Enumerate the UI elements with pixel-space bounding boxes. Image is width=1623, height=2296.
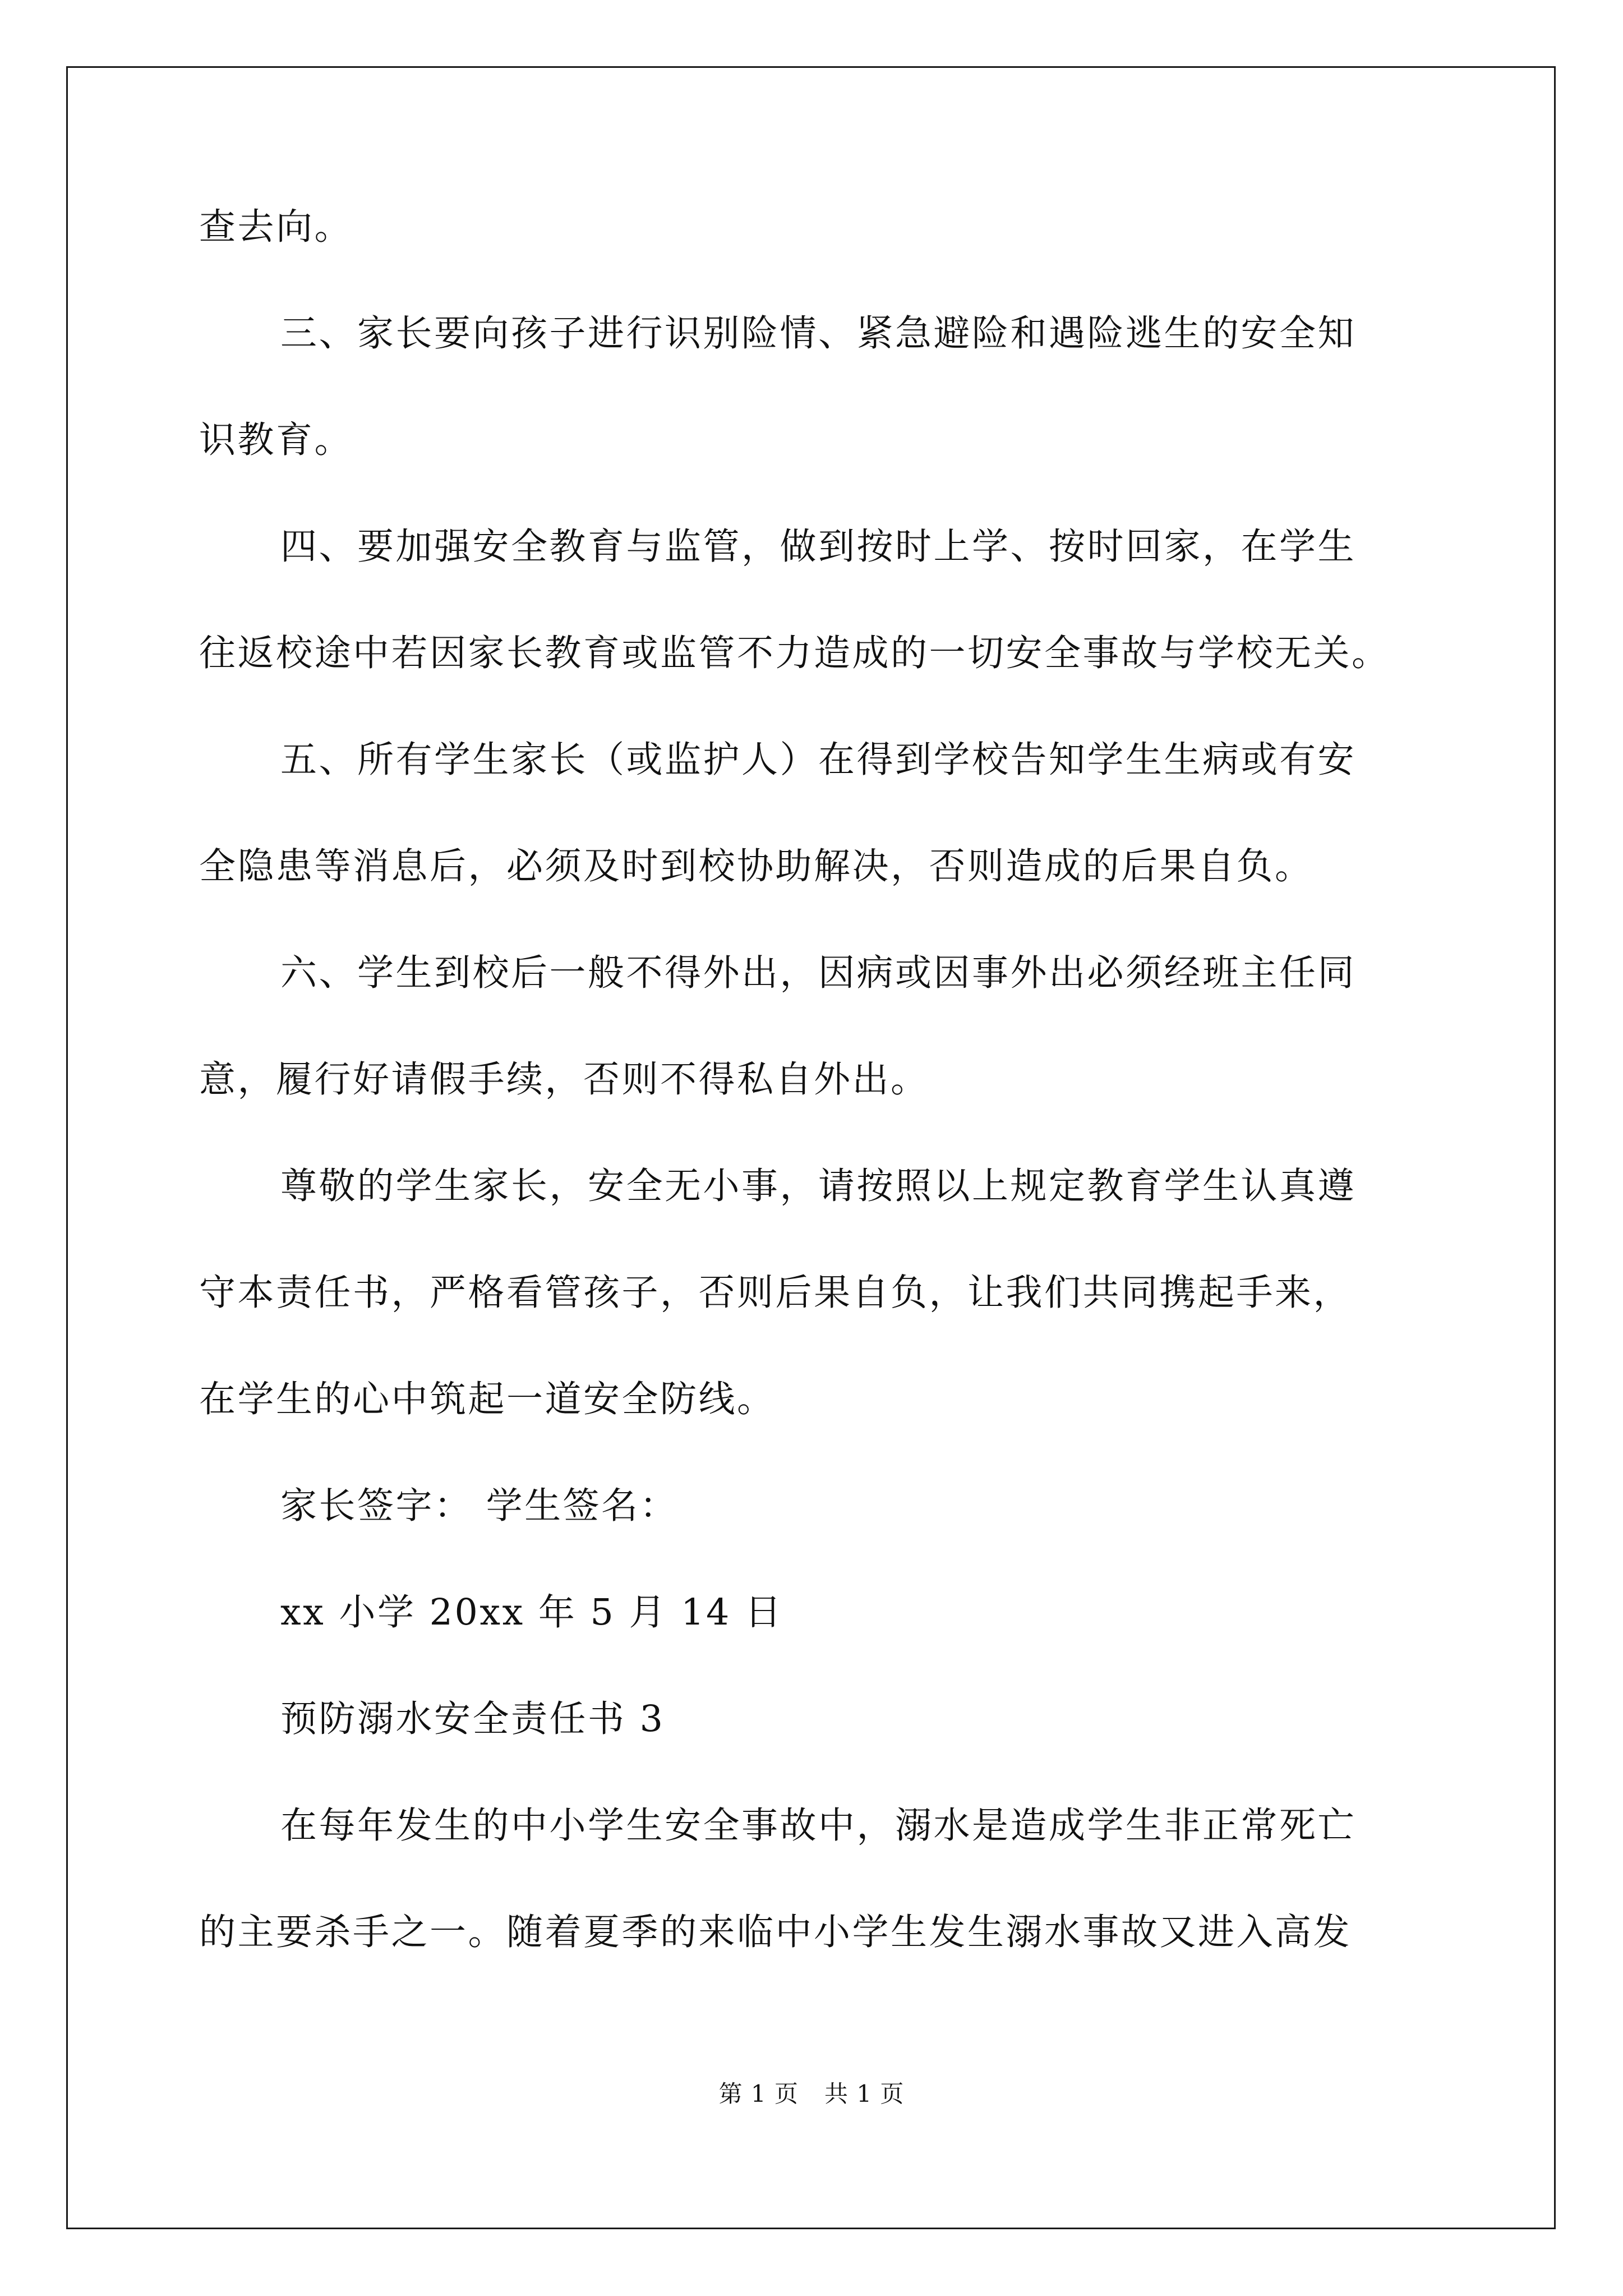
text-line-2: 三、家长要向孩子进行识别险情、紧急避险和遇险逃生的安全知 [280,312,1357,355]
text-line-5: 往返校途中若因家长教育或监管不力造成的一切安全事故与学校无关。 [199,632,1390,674]
page-total: 共 1 页 [824,2080,905,2108]
text-line-4: 四、要加强安全教育与监管，做到按时上学、按时回家，在学生 [280,526,1357,568]
text-line-3: 识教育。 [199,419,353,461]
text-line-10: 尊敬的学生家长，安全无小事，请按照以上规定教育学生认真遵 [280,1165,1357,1207]
text-line-7: 全隐患等消息后，必须及时到校协助解决，否则造成的后果自负。 [199,845,1313,887]
text-line-11: 守本责任书，严格看管孩子，否则后果自负，让我们共同携起手来， [199,1272,1352,1314]
text-line-16: 在每年发生的中小学生安全事故中，溺水是造成学生非正常死亡 [280,1805,1357,1847]
section-heading: 预防溺水安全责任书 3 [280,1698,665,1740]
page-footer [0,2080,1623,2108]
text-line-17: 的主要杀手之一。随着夏季的来临中小学生发生溺水事故又进入高发 [199,1911,1352,1953]
page-border [66,66,1556,2229]
text-line-8: 六、学生到校后一般不得外出，因病或因事外出必须经班主任同 [280,952,1357,994]
signature-line: 家长签字： 学生签名： [280,1485,679,1527]
text-line-6: 五、所有学生家长（或监护人）在得到学校告知学生生病或有安 [280,739,1357,781]
text-line-12: 在学生的心中筑起一道安全防线。 [199,1378,776,1420]
page-number: 第 1 页 [718,2080,799,2108]
school-date-line: xx 小学 20xx 年 5 月 14 日 [280,1591,783,1634]
text-line-1: 查去向。 [199,206,353,248]
text-line-9: 意，履行好请假手续，否则不得私自外出。 [199,1059,929,1101]
